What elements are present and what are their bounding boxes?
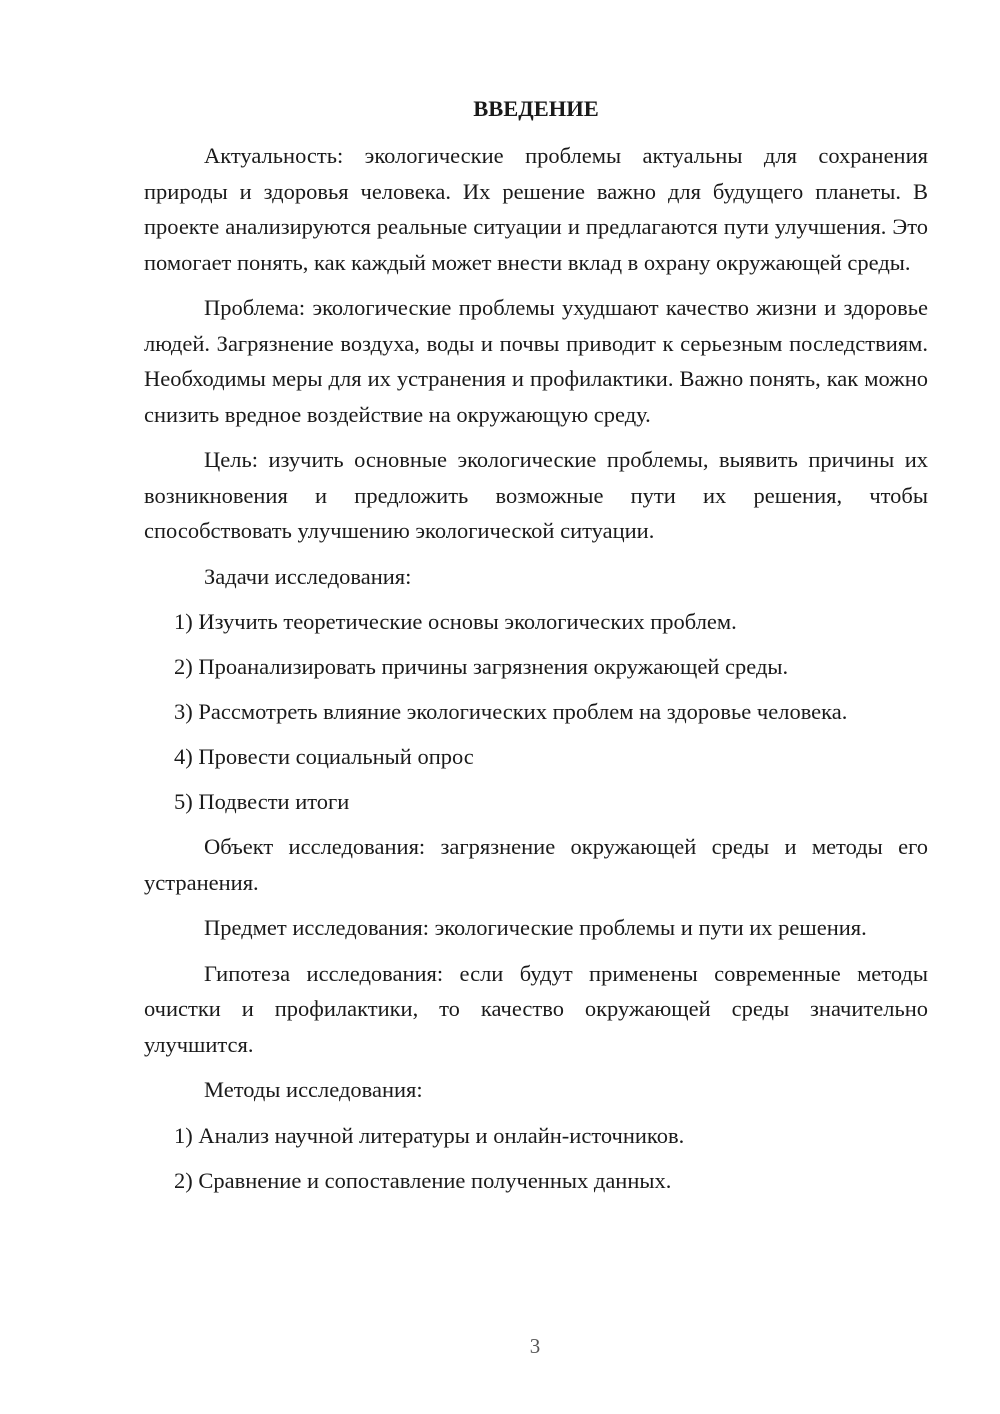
page-number: 3 (529, 1334, 541, 1358)
object-paragraph: Объект исследования: загрязнение окружающей среды и методы его устранения. (144, 834, 928, 895)
hypothesis-paragraph: Гипотеза исследования: если будут применены современные методы очистки и профилактики, то качество окружающей среды значительно улучшится. (144, 960, 928, 1057)
subject-paragraph: Предмет исследования: экологические проблемы и пути их решения. (204, 915, 867, 940)
tasks-heading: Задачи исследования: (204, 563, 412, 589)
relevance-paragraph: Актуальность: экологические проблемы актуальны для сохранения природы и здоровья человека. Их решение важно для будущего планеты. В проекте анализируются реальные ситуации и предлагаются пути улучшения. Это помогает понять, как каждый может внести вклад в охрану окружающей среды. (144, 143, 928, 275)
methods-list (144, 1118, 928, 1199)
section-title: ВВЕДЕНИЕ (473, 96, 599, 121)
list-item: 4) Провести социальный опрос (174, 744, 474, 769)
goal-paragraph: Цель: изучить основные экологические проблемы, выявить причины их возникновения и предложить возможные пути их решения, чтобы способствовать улучшению экологической ситуации. (144, 447, 928, 543)
methods-heading: Методы исследования: (204, 1077, 423, 1102)
list-item: 3) Рассмотреть влияние экологических проблем на здоровье человека. (174, 699, 848, 724)
page-content (144, 92, 928, 1208)
list-item: 2) Проанализировать причины загрязнения окружающей среды. (174, 654, 789, 679)
tasks-list (144, 604, 928, 820)
problem-paragraph: Проблема: экологические проблемы ухудшают качество жизни и здоровье людей. Загрязнение воздуха, воды и почвы приводит к серьезным последствиям. Необходимы меры для их устранения и профилактики. Важно понять, как можно снизить вредное воздействие на окружающую среду. (144, 295, 928, 427)
list-item: 2) Сравнение и сопоставление полученных данных. (174, 1167, 672, 1193)
list-item: 1) Анализ научной литературы и онлайн-источников. (174, 1122, 685, 1148)
list-item: 1) Изучить теоретические основы экологических проблем. (174, 609, 737, 634)
list-item: 5) Подвести итоги (174, 789, 350, 814)
